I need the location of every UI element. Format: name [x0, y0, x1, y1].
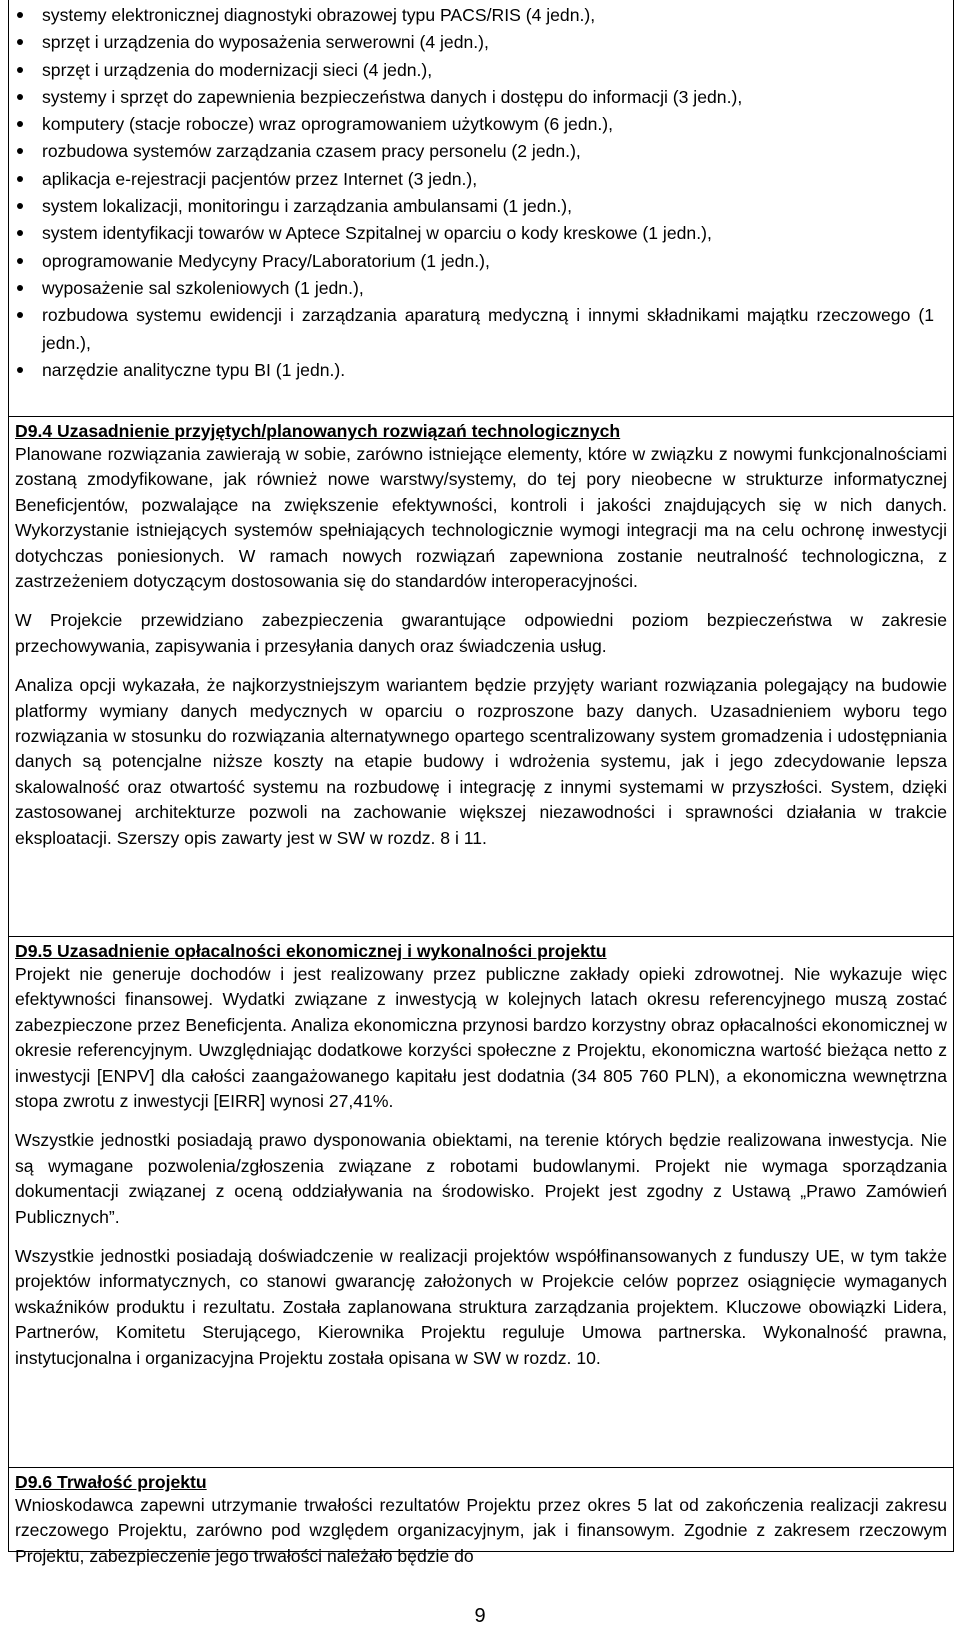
section-heading: D9.4 Uzasadnienie przyjętych/planowanych rozwiązań technologicznych: [15, 421, 621, 441]
section-d9-4: [9, 416, 953, 851]
list-item: aplikacja e-rejestracji pacjentów przez Internet (3 jedn.),: [14, 166, 934, 193]
list-item: system identyfikacji towarów w Aptece Szpitalnej w oparciu o kody kreskowe (1 jedn.),: [14, 220, 934, 247]
list-item: komputery (stacje robocze) wraz oprogramowaniem użytkowym (6 jedn.),: [14, 111, 934, 138]
paragraph: Planowane rozwiązania zawierają w sobie, zarówno istniejące elementy, które w związku z nowymi funkcjonalnościami zostaną zmodyfikowane, jak również nowe warstwy/systemy, do tej pory nieobecne w strukturze informatycznej Beneficjentów, pozwalające na zwiększenie efektywności, kontroli i jakości znajdujących się w nich danych. Wykorzystanie istniejących systemów spełniających technologicznie wymogi integracji ma na celu ochronę inwestycji dotychczas poniesionych. W ramach nowych rozwiązań zapewniona zostanie neutralność technologiczna, z zastrzeżeniem dotyczącym dostosowania się do standardów interoperacyjności.: [15, 444, 947, 592]
bullet-icon: [17, 367, 23, 373]
bullet-icon: [17, 94, 23, 100]
list-item: systemy elektronicznej diagnostyki obrazowej typu PACS/RIS (4 jedn.),: [14, 2, 934, 29]
list-item: rozbudowa systemu ewidencji i zarządzania aparaturą medyczną i innymi składnikami majątku rzeczowego (1 jedn.),: [14, 302, 934, 357]
paragraph: Wnioskodawca zapewni utrzymanie trwałości rezultatów Projektu przez okres 5 lat od zakończenia realizacji zakresu rzeczowego Projektu, zarówno pod względem organizacyjnym, jak i finansowym. Zgodnie z zakresem rzeczowym Projektu, zabezpieczenie jego trwałości należało będzie do: [15, 1495, 947, 1566]
page-number: 9: [474, 1605, 486, 1627]
equipment-bullet-list: [14, 2, 934, 384]
paragraph: Wszystkie jednostki posiadają prawo dysponowania obiektami, na terenie których będzie realizowana inwestycja. Nie są wymagane pozwolenia/zgłoszenia związane z robotami budowlanymi. Projekt nie wymaga sporządzania dokumentacji związanej z oceną oddziaływania na środowisko. Projekt jest zgodny z Ustawą „Prawo Zamówień Publicznych”.: [15, 1130, 947, 1227]
list-item: wyposażenie sal szkoleniowych (1 jedn.),: [14, 275, 934, 302]
paragraph: Analiza opcji wykazała, że najkorzystniejszym wariantem będzie przyjęty wariant rozwiązania polegający na budowie platformy wymiany danych medycznych w oparciu o rozproszone bazy danych. Uzasadnieniem wyboru tego rozwiązania w stosunku do rozwiązania alternatywnego opartego scentralizowany system gromadzenia i udostępniania danych są potencjalne niższe koszty na etapie budowy i wdrożenia systemu, jak i jego zdecydowanie lepsza skalowalność oraz otwartość systemu na rozbudowę i integrację z innymi systemami w przyszłości. System, dzięki zastosowanej architekturze pozwoli na zachowanie większej niezawodności i sprawności działania w trakcie eksploatacji. Szerszy opis zawarty jest w SW w rozdz. 8 i 11.: [15, 675, 947, 848]
bullet-icon: [17, 176, 23, 182]
list-item: oprogramowanie Medycyny Pracy/Laboratorium (1 jedn.),: [14, 248, 934, 275]
bullet-icon: [17, 12, 23, 18]
bullet-icon: [17, 39, 23, 45]
list-item: sprzęt i urządzenia do wyposażenia serwerowni (4 jedn.),: [14, 29, 934, 56]
bullet-icon: [17, 148, 23, 154]
section-heading: D9.6 Trwałość projektu: [15, 1472, 207, 1492]
paragraph: Projekt nie generuje dochodów i jest realizowany przez publiczne zakłady opieki zdrowotnej. Nie wykazuje więc efektywności finansowej. Wydatki związane z inwestycją w kolejnych latach okresu referencyjnego muszą zostać zabezpieczone przez Beneficjenta. Analiza ekonomiczna przynosi bardzo korzystny obraz opłacalności ekonomicznej w okresie referencyjnym. Uwzględniając dodatkowe korzyści społeczne z Projektu, ekonomiczna wartość bieżąca netto z inwestycji [ENPV] dla całości zaangażowanego kapitału jest dodatnia (34 805 760 PLN), a ekonomiczna wewnętrzna stopa zwrotu z inwestycji [EIRR] wynosi 27,41%.: [15, 964, 947, 1112]
section-heading: D9.5 Uzasadnienie opłacalności ekonomicznej i wykonalności projektu: [15, 941, 607, 961]
bullet-icon: [17, 285, 23, 291]
section-d9-5: [9, 936, 953, 1371]
list-item: systemy i sprzęt do zapewnienia bezpieczeństwa danych i dostępu do informacji (3 jedn.),: [14, 84, 934, 111]
list-item: rozbudowa systemów zarządzania czasem pracy personelu (2 jedn.),: [14, 138, 934, 165]
bullet-icon: [17, 203, 23, 209]
paragraph: Wszystkie jednostki posiadają doświadczenie w realizacji projektów współfinansowanych z funduszy UE, w tym także projektów informatycznych, co stanowi gwarancję założonych w Projekcie celów poprzez osiągnięcie wymaganych wskaźników produktu i rezultatu. Została zaplanowana struktura zarządzania projektem. Kluczowe obowiązki Lidera, Partnerów, Komitetu Sterującego, Kierownika Projektu reguluje Umowa partnerska. Wykonalność prawna, instytucjonalna i organizacyjna Projektu została opisana w SW w rozdz. 10.: [15, 1246, 947, 1368]
section-d9-6: [9, 1467, 953, 1569]
list-item: narzędzie analityczne typu BI (1 jedn.).: [14, 357, 934, 384]
bullet-icon: [17, 67, 23, 73]
bullet-icon: [17, 258, 23, 264]
list-item: sprzęt i urządzenia do modernizacji sieci (4 jedn.),: [14, 57, 934, 84]
paragraph: W Projekcie przewidziano zabezpieczenia gwarantujące odpowiedni poziom bezpieczeństwa w zakresie przechowywania, zapisywania i przesyłania danych oraz świadczenia usług.: [15, 610, 947, 656]
bullet-icon: [17, 121, 23, 127]
list-item: system lokalizacji, monitoringu i zarządzania ambulansami (1 jedn.),: [14, 193, 934, 220]
bullet-icon: [17, 312, 23, 318]
bullet-icon: [17, 230, 23, 236]
